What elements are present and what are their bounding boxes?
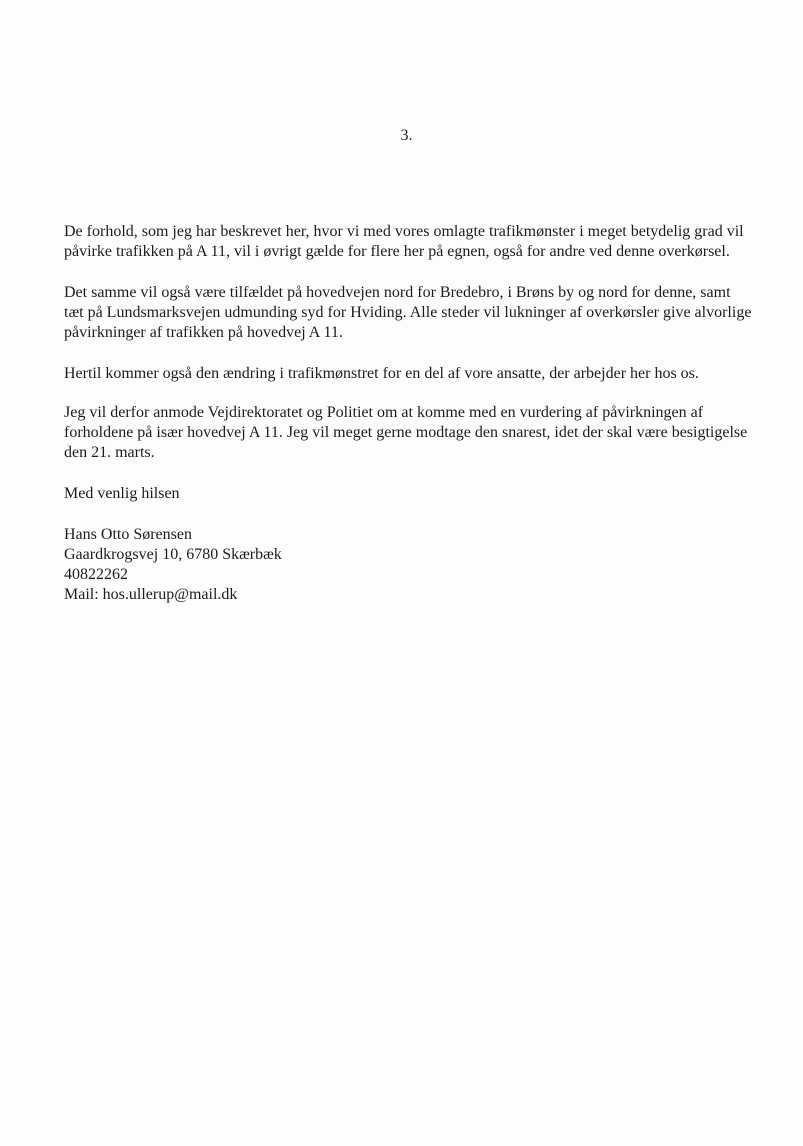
signer-phone: 40822262	[64, 566, 128, 583]
paragraph: Jeg vil derfor anmode Vejdirektoratet og Politiet om at komme med en vurdering af påvirkningen af forholdene på især hovedvej A 11. Jeg vil meget gerne modtage den snarest, idet der skal være besigtigelse den 21. marts.	[64, 404, 748, 461]
paragraph: De forhold, som jeg har beskrevet her, hvor vi med vores omlagte trafikmønster i meget betydelig grad vil påvirke trafikken på A 11, vil i øvrigt gælde for flere her på egnen, også for andre ved denne overkørsel.	[64, 223, 744, 260]
closing-salutation: Med venlig hilsen	[64, 485, 180, 502]
signer-name: Hans Otto Sørensen	[64, 526, 192, 543]
signature-block	[64, 525, 754, 605]
signer-email: Mail: hos.ullerup@mail.dk	[64, 586, 238, 603]
page-number: 3.	[400, 127, 413, 144]
letter-body	[64, 222, 754, 605]
paragraph: Det samme vil også være tilfældet på hovedvejen nord for Bredebro, i Brøns by og nord for denne, samt tæt på Lundsmarksvejen udmunding syd for Hviding. Alle steder vil lukninger af overkørsler give alvorlige påvirkninger af trafikken på hovedvej A 11.	[64, 284, 752, 341]
signer-address: Gaardkrogsvej 10, 6780 Skærbæk	[64, 546, 282, 563]
paragraph: Hertil kommer også den ændring i trafikmønstret for en del af vore ansatte, der arbejder her hos os.	[64, 365, 699, 382]
